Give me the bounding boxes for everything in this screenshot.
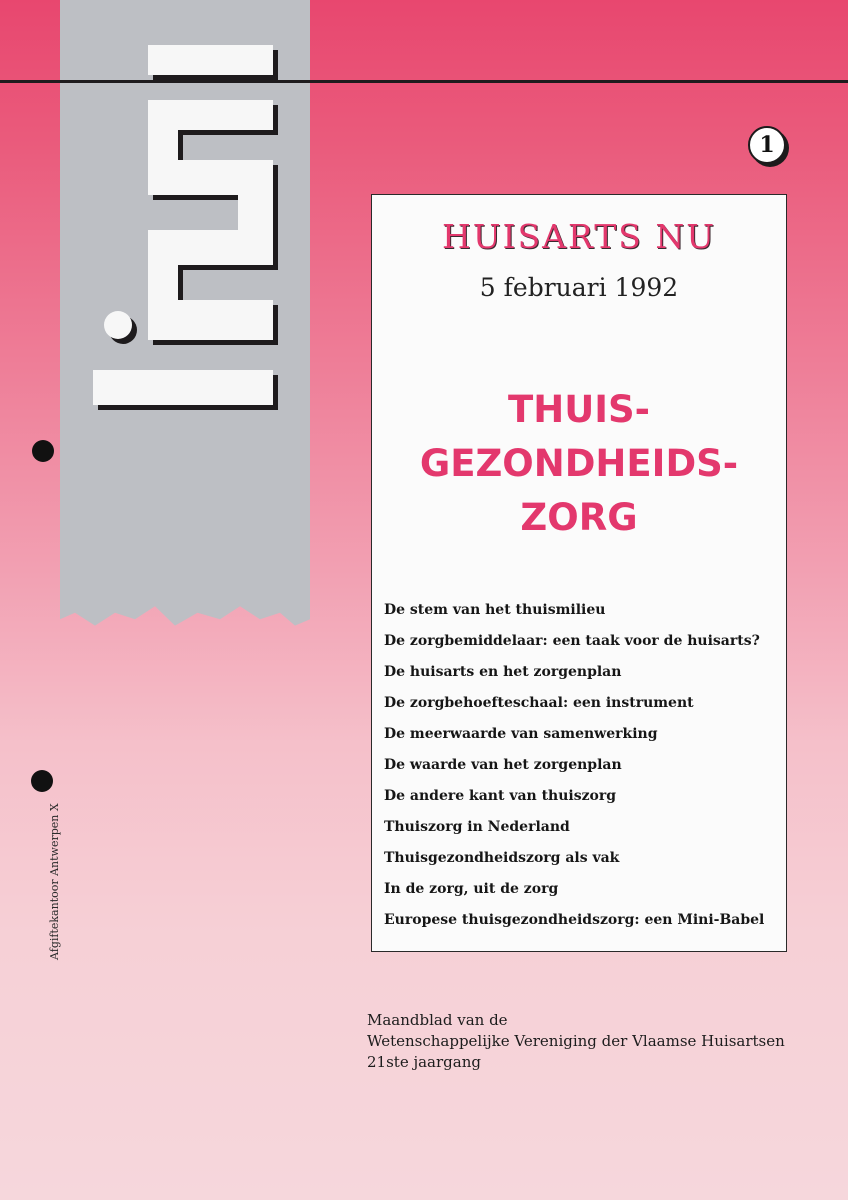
publisher-line: Maandblad van de bbox=[367, 1011, 508, 1029]
publisher-info bbox=[367, 1010, 785, 1073]
postal-note: Afgiftekantoor Antwerpen X bbox=[48, 803, 61, 960]
contents-item: De meerwaarde van samenwerking bbox=[384, 726, 658, 742]
contents-item: De waarde van het zorgenplan bbox=[384, 757, 622, 773]
contents-item: De huisarts en het zorgenplan bbox=[384, 664, 622, 680]
contents-item: In de zorg, uit de zorg bbox=[384, 881, 559, 897]
publisher-line: 21ste jaargang bbox=[367, 1053, 481, 1071]
contents-item: De zorgbehoefteschaal: een instrument bbox=[384, 695, 694, 711]
contents-item: Europese thuisgezondheidszorg: een Mini-Babel bbox=[384, 912, 765, 928]
contents-item: Thuiszorg in Nederland bbox=[384, 819, 570, 835]
hnu-logo bbox=[88, 40, 288, 420]
punch-hole-bottom bbox=[31, 770, 53, 792]
contents-item: De andere kant van thuiszorg bbox=[384, 788, 617, 804]
headline-line: ZORG bbox=[520, 496, 638, 539]
cover-headline bbox=[372, 383, 786, 545]
contents-item: Thuisgezondheidszorg als vak bbox=[384, 850, 620, 866]
headline-line: THUIS- bbox=[507, 388, 651, 431]
headline-line: GEZONDHEIDS- bbox=[419, 442, 739, 485]
contents-item: De zorgbemiddelaar: een taak voor de huisarts? bbox=[384, 633, 760, 649]
publisher-line: Wetenschappelijke Vereniging der Vlaamse Huisartsen bbox=[367, 1032, 785, 1050]
magazine-title: HUISARTS NU bbox=[441, 217, 717, 256]
cover-panel bbox=[371, 194, 787, 952]
contents-list bbox=[384, 595, 764, 936]
issue-date: 5 februari 1992 bbox=[479, 273, 679, 302]
punch-hole-top bbox=[32, 440, 54, 462]
issue-number-badge: 1 bbox=[748, 126, 786, 164]
contents-item: De stem van het thuismilieu bbox=[384, 602, 606, 618]
